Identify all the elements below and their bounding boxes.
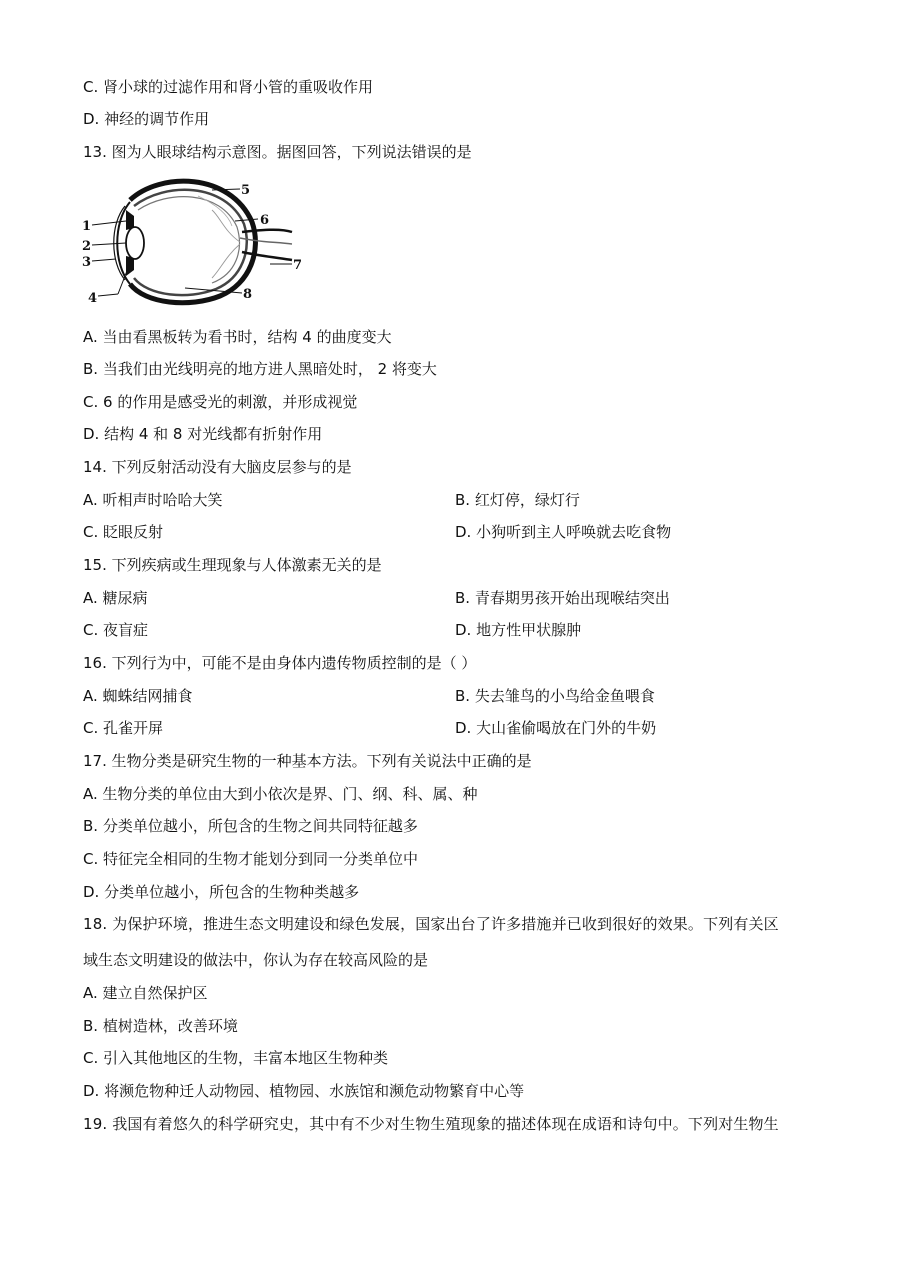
label-7: 7	[293, 258, 303, 273]
q15-option-c: C. 夜盲症	[83, 621, 149, 639]
q14-option-b: B. 红灯停，绿灯行	[455, 491, 580, 509]
q14-option-d: D. 小狗听到主人呼唤就去吃食物	[455, 523, 672, 541]
q18-option-a: A. 建立自然保护区	[83, 984, 208, 1002]
label-6: 6	[260, 213, 270, 228]
label-1: 1	[82, 219, 92, 234]
q18-option-b: B. 植树造林，改善环境	[83, 1017, 238, 1035]
q12-option-c: C. 肾小球的过滤作用和肾小管的重吸收作用	[83, 78, 374, 96]
q16-option-a: A. 蜘蛛结网捕食	[83, 687, 193, 705]
q16-option-d: D. 大山雀偷喝放在门外的牛奶	[455, 719, 657, 737]
q18-stem-line1: 18. 为保护环境，推进生态文明建设和绿色发展，国家出台了许多措施并已收到很好的效果。下列有关区	[83, 915, 779, 933]
q17-stem: 17. 生物分类是研究生物的一种基本方法。下列有关说法中正确的是	[83, 752, 532, 770]
q13-option-a: A. 当由看黑板转为看书时，结构 4 的曲度变大	[83, 328, 392, 346]
q16-option-c: C. 孔雀开屏	[83, 719, 164, 737]
q15-stem: 15. 下列疾病或生理现象与人体激素无关的是	[83, 556, 382, 574]
q13-stem: 13. 图为人眼球结构示意图。据图回答，下列说法错误的是	[83, 143, 472, 161]
q13-option-b: B. 当我们由光线明亮的地方进人黑暗处时， 2 将变大	[83, 360, 437, 378]
q15-option-d: D. 地方性甲状腺肿	[455, 621, 582, 639]
q15-option-a: A. 糖尿病	[83, 589, 148, 607]
q17-option-d: D. 分类单位越小，所包含的生物种类越多	[83, 883, 360, 901]
q18-option-c: C. 引入其他地区的生物，丰富本地区生物种类	[83, 1049, 389, 1067]
q14-option-c: C. 眨眼反射	[83, 523, 164, 541]
label-2: 2	[82, 239, 92, 254]
label-3: 3	[82, 255, 92, 270]
q15-option-b: B. 青春期男孩开始出现喉结突出	[455, 589, 670, 607]
q17-option-c: C. 特征完全相同的生物才能划分到同一分类单位中	[83, 850, 419, 868]
q14-option-a: A. 听相声时哈哈大笑	[83, 491, 223, 509]
q19-stem: 19. 我国有着悠久的科学研究史，其中有不少对生物生殖现象的描述体现在成语和诗句中。下列对生物生	[83, 1115, 779, 1133]
q12-option-d: D. 神经的调节作用	[83, 110, 210, 128]
label-8: 8	[243, 287, 253, 302]
q16-stem: 16. 下列行为中，可能不是由身体内遗传物质控制的是（ ）	[83, 654, 477, 672]
q18-stem-line2: 域生态文明建设的做法中，你认为存在较高风险的是	[83, 951, 429, 969]
eyeball-diagram	[80, 172, 310, 312]
q17-option-a: A. 生物分类的单位由大到小依次是界、门、纲、科、属、种	[83, 785, 478, 803]
q16-option-b: B. 失去雏鸟的小鸟给金鱼喂食	[455, 687, 655, 705]
q17-option-b: B. 分类单位越小，所包含的生物之间共同特征越多	[83, 817, 418, 835]
label-5: 5	[241, 183, 251, 198]
q13-option-c: C. 6 的作用是感受光的刺激，并形成视觉	[83, 393, 358, 411]
label-4: 4	[88, 291, 98, 306]
q13-option-d: D. 结构 4 和 8 对光线都有折射作用	[83, 425, 323, 443]
q18-option-d: D. 将濒危物种迁人动物园、植物园、水族馆和濒危动物繁育中心等	[83, 1082, 525, 1100]
q14-stem: 14. 下列反射活动没有大脑皮层参与的是	[83, 458, 352, 476]
